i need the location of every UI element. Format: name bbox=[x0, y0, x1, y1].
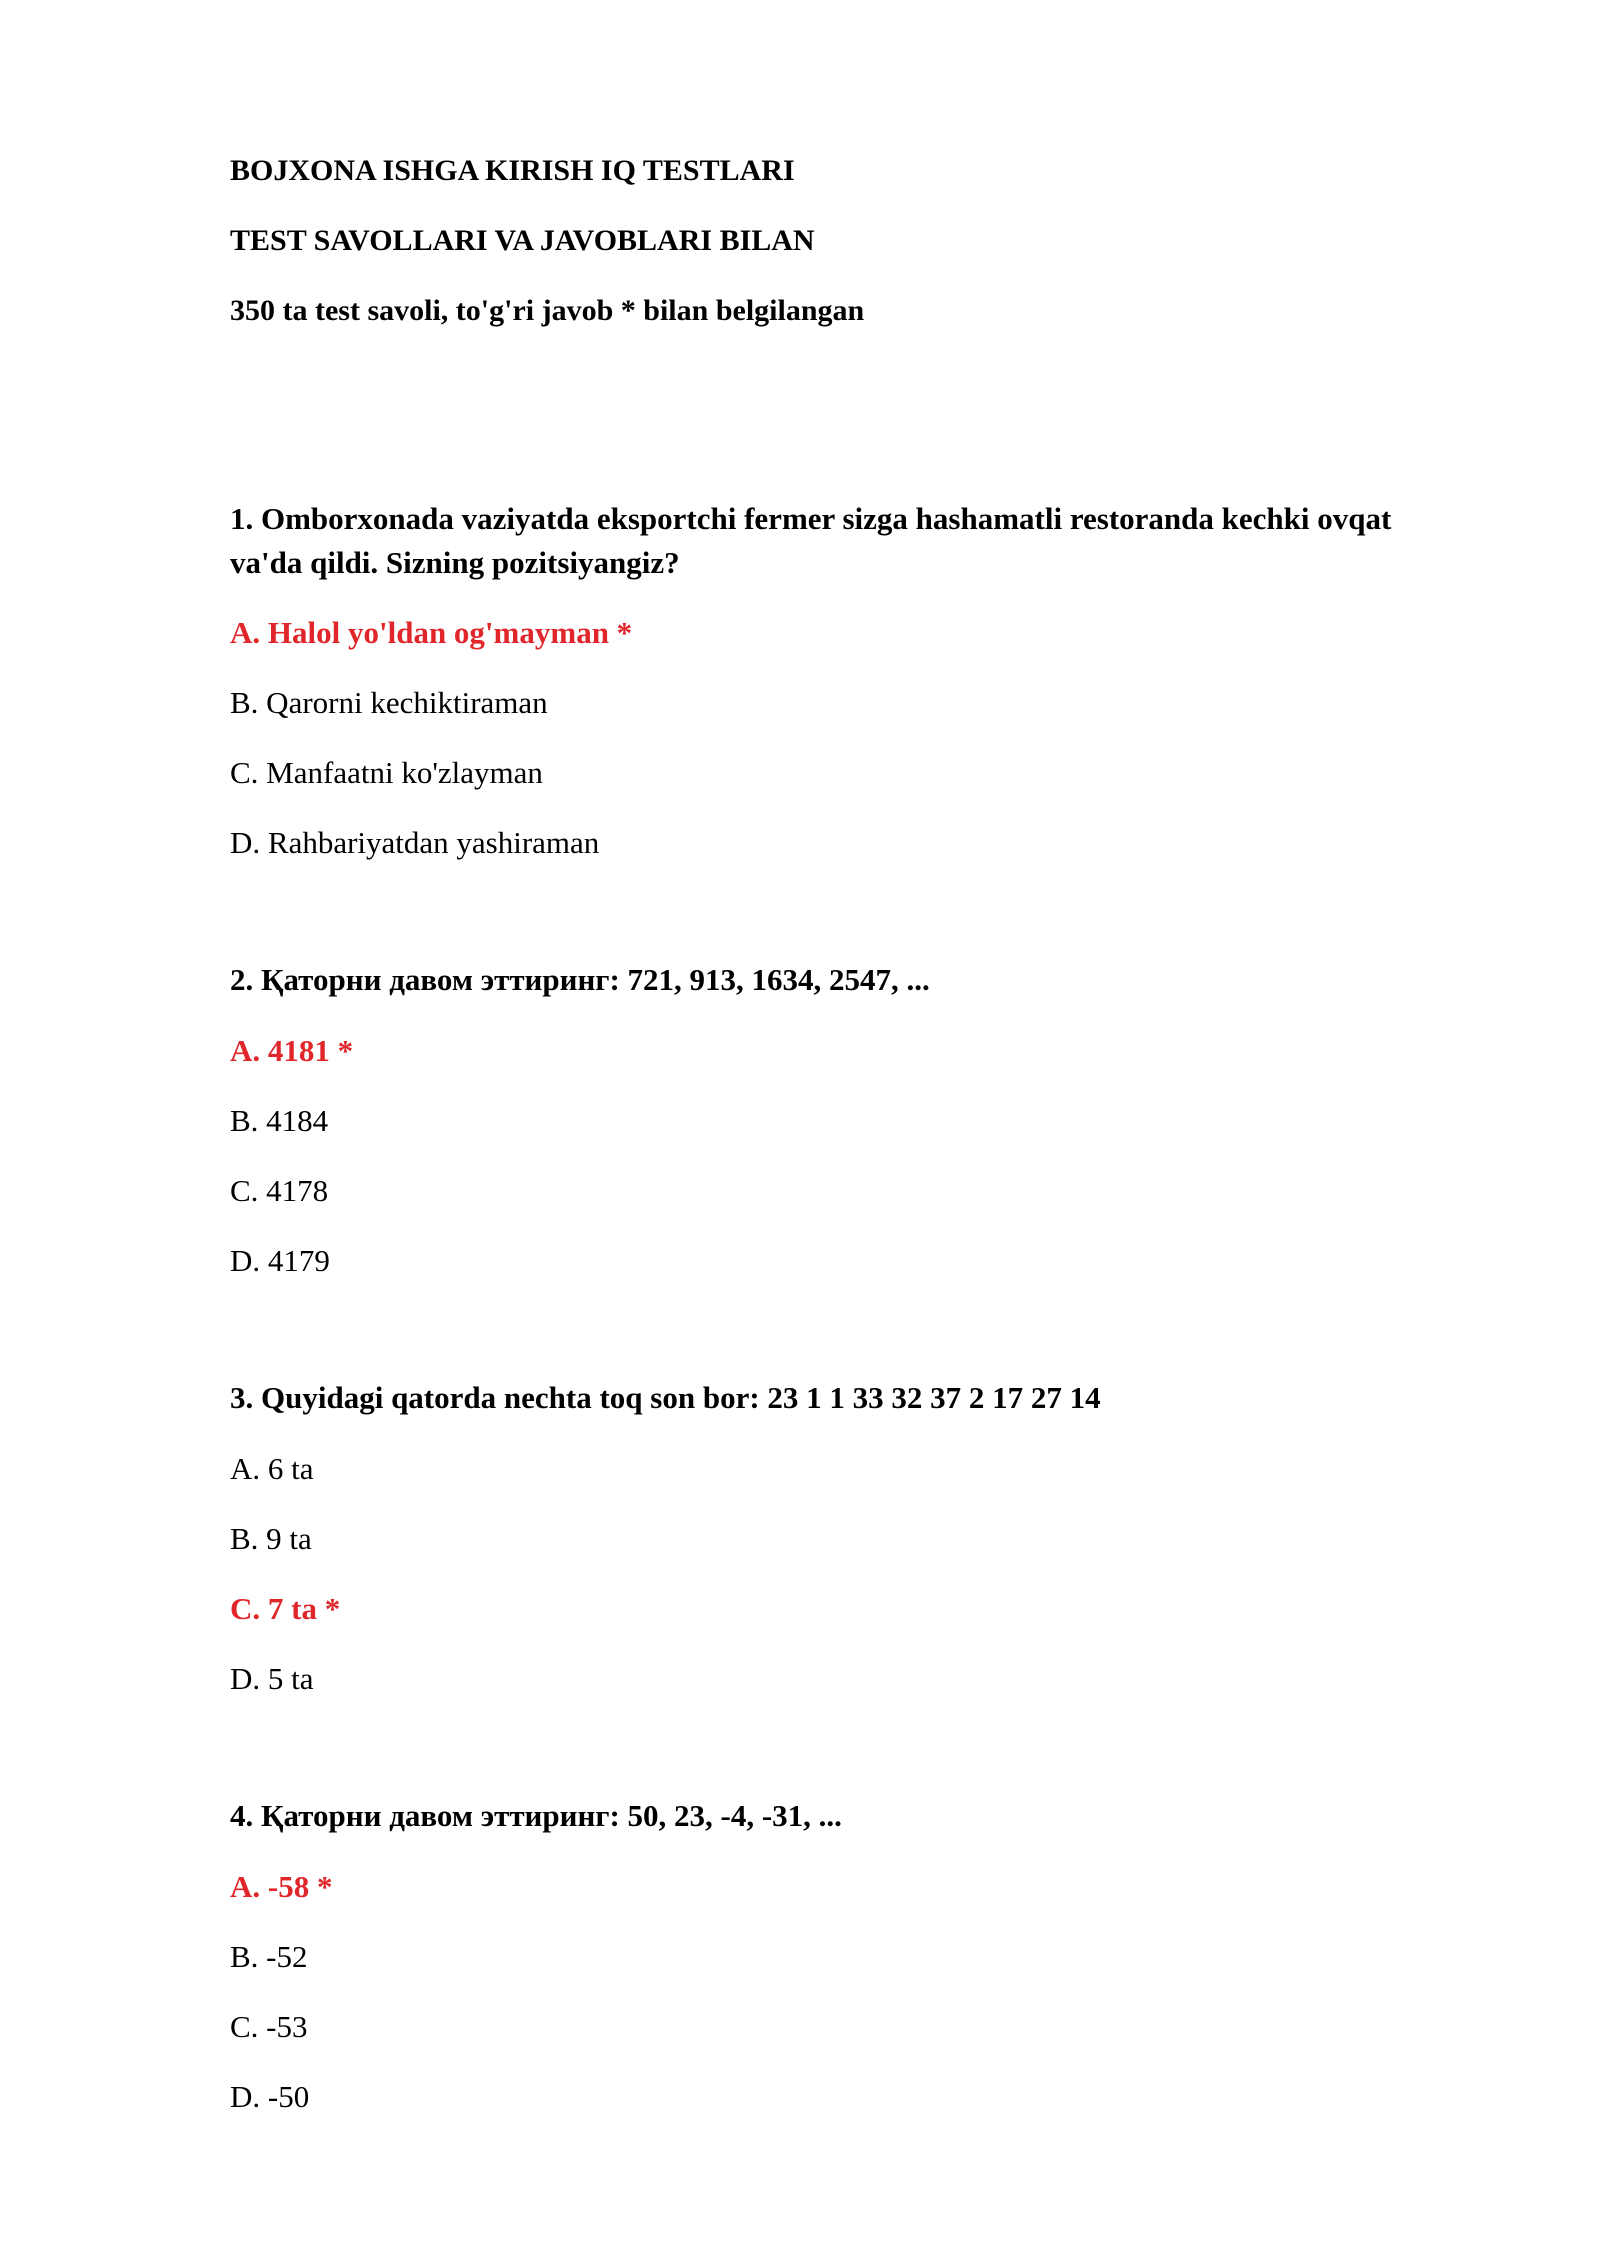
question-3-option-a: A. 6 ta bbox=[230, 1451, 314, 1486]
question-1 bbox=[230, 497, 1460, 585]
document-subtitle: TEST SAVOLLARI VA JAVOBLARI BILAN bbox=[230, 224, 815, 257]
question-2-option-a: A. 4181 * bbox=[230, 1033, 354, 1068]
document-description: 350 ta test savoli, to'g'ri javob * bilan belgilangan bbox=[230, 294, 865, 327]
question-3 bbox=[230, 1376, 1460, 1420]
question-1-option-c: C. Manfaatni ko'zlayman bbox=[230, 755, 543, 790]
question-4-option-b: B. -52 bbox=[230, 1939, 308, 1974]
question-1-option-b: B. Qarorni kechiktiraman bbox=[230, 685, 548, 720]
question-2-option-c: C. 4178 bbox=[230, 1173, 329, 1208]
question-1-text: 1. Omborxonada vaziyatda eksportchi fermer sizga hashamatli restoranda kechki ovqat va'da qildi. Sizning pozitsiyangiz? bbox=[230, 501, 1392, 580]
question-3-text: 3. Quyidagi qatorda nechta toq son bor: 23 1 1 33 32 37 2 17 27 14 bbox=[230, 1380, 1101, 1415]
question-4-option-c: C. -53 bbox=[230, 2009, 308, 2044]
question-2 bbox=[230, 958, 1460, 1002]
question-1-option-d: D. Rahbariyatdan yashiraman bbox=[230, 825, 600, 860]
question-2-option-d: D. 4179 bbox=[230, 1243, 330, 1278]
document-title: BOJXONA ISHGA KIRISH IQ TESTLARI bbox=[230, 154, 795, 187]
question-3-option-d: D. 5 ta bbox=[230, 1661, 314, 1696]
question-3-option-c: C. 7 ta * bbox=[230, 1591, 341, 1626]
question-2-text: 2. Қаторни давом эттиринг: 721, 913, 1634, 2547, ... bbox=[230, 962, 930, 997]
question-3-option-b: B. 9 ta bbox=[230, 1521, 312, 1556]
question-4-text: 4. Қаторни давом эттиринг: 50, 23, -4, -31, ... bbox=[230, 1798, 842, 1833]
question-2-option-b: B. 4184 bbox=[230, 1103, 329, 1138]
question-4-option-a: A. -58 * bbox=[230, 1869, 333, 1904]
question-1-option-a: A. Halol yo'ldan og'mayman * bbox=[230, 615, 633, 650]
question-4-option-d: D. -50 bbox=[230, 2079, 310, 2114]
question-4 bbox=[230, 1794, 1460, 1838]
